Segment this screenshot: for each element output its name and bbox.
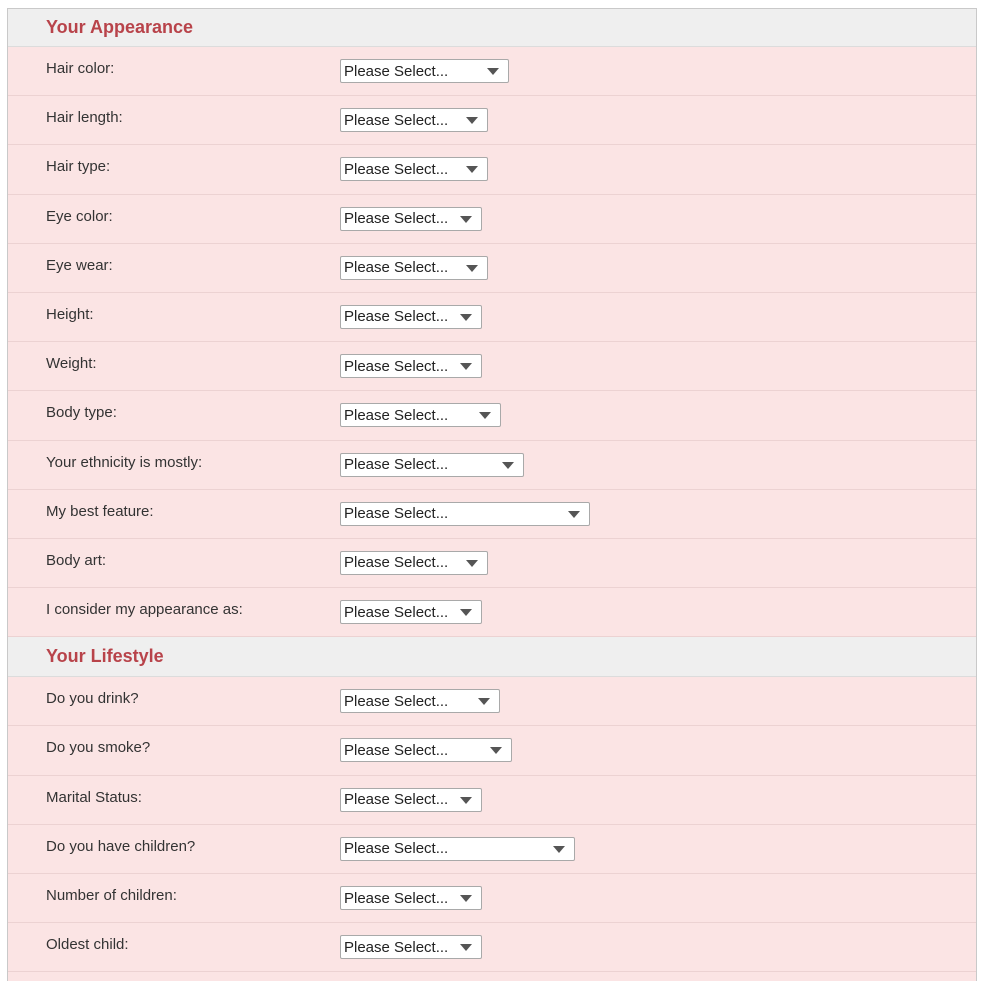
section-title: Your Appearance	[46, 17, 194, 37]
chevron-down-icon	[466, 265, 478, 272]
select-value: Please Select...	[344, 791, 449, 809]
ethnicity-select[interactable]	[340, 453, 524, 477]
field-label: Eye wear:	[46, 256, 113, 274]
select-value: Please Select...	[344, 308, 449, 326]
body-art-select[interactable]	[340, 551, 488, 575]
form-row-drink	[8, 677, 976, 726]
height-select[interactable]	[340, 305, 482, 329]
field-label: Hair color:	[46, 60, 115, 77]
form-row-height	[8, 293, 976, 342]
hair-length-select[interactable]	[340, 108, 488, 132]
field-label: Hair length:	[46, 109, 123, 127]
select-value: Please Select...	[344, 259, 449, 277]
form-row-body-type	[8, 391, 976, 440]
chevron-down-icon	[466, 560, 478, 567]
chevron-down-icon	[460, 797, 472, 804]
form-row-weight	[8, 342, 976, 391]
chevron-down-icon	[490, 747, 502, 754]
select-value: Please Select...	[344, 889, 449, 907]
form-row-smoke	[8, 726, 976, 775]
smoke-select[interactable]	[340, 738, 512, 762]
chevron-down-icon	[460, 314, 472, 321]
section-title: Your Lifestyle	[46, 646, 164, 667]
field-label: Oldest child:	[46, 936, 129, 954]
form-row-hair-length	[8, 96, 976, 145]
section-header-lifestyle	[8, 637, 976, 677]
field-label: Weight:	[46, 355, 97, 373]
form-row-marital-status	[8, 776, 976, 825]
field-label: Number of children:	[46, 887, 177, 904]
select-value: Please Select...	[344, 456, 449, 473]
hair-type-select[interactable]	[340, 157, 488, 181]
field-label: Eye color:	[46, 207, 113, 225]
form-row-body-art	[8, 539, 976, 588]
section-header-appearance	[8, 9, 976, 47]
eye-wear-select[interactable]	[340, 256, 488, 280]
select-value: Please Select...	[344, 111, 449, 129]
chevron-down-icon	[460, 895, 472, 902]
field-label: Hair type:	[46, 158, 111, 176]
chevron-down-icon	[478, 698, 490, 705]
select-value: Please Select...	[344, 357, 449, 375]
form-row-have-children	[8, 825, 976, 874]
select-value: Please Select...	[344, 840, 449, 858]
weight-select[interactable]	[340, 354, 482, 378]
oldest-child-select[interactable]	[340, 935, 482, 959]
chevron-down-icon	[553, 846, 565, 853]
profile-form-panel	[7, 8, 977, 981]
drink-select[interactable]	[340, 689, 500, 713]
form-row-number-of-children	[8, 874, 976, 923]
field-label: Do you drink?	[46, 690, 139, 708]
field-label: Do you have children?	[46, 837, 196, 855]
select-value: Please Select...	[344, 505, 449, 523]
field-label: Body type:	[46, 404, 117, 422]
hair-color-select[interactable]	[340, 59, 509, 83]
form-row-eye-color	[8, 195, 976, 244]
chevron-down-icon	[466, 117, 478, 124]
form-row-hair-color	[8, 47, 976, 96]
eye-color-select[interactable]	[340, 207, 482, 231]
chevron-down-icon	[460, 216, 472, 223]
field-label: Do you smoke?	[46, 739, 151, 757]
select-value: Please Select...	[344, 406, 449, 424]
select-value: Please Select...	[344, 603, 449, 621]
have-children-select[interactable]	[340, 837, 575, 861]
field-label: Your ethnicity is mostly:	[46, 453, 203, 471]
chevron-down-icon	[460, 944, 472, 951]
select-value: Please Select...	[344, 692, 449, 710]
body-type-select[interactable]	[340, 403, 501, 427]
best-feature-select[interactable]	[340, 502, 590, 526]
select-value: Please Select...	[344, 938, 449, 956]
form-row-oldest-child	[8, 923, 976, 972]
appearance-rating-select[interactable]	[340, 600, 482, 624]
chevron-down-icon	[466, 166, 478, 173]
select-value: Please Select...	[344, 62, 449, 80]
form-row-appearance-rating	[8, 588, 976, 637]
form-row-best-feature	[8, 490, 976, 539]
form-row-eye-wear	[8, 244, 976, 293]
field-label: I consider my appearance as:	[46, 601, 243, 619]
chevron-down-icon	[460, 363, 472, 370]
chevron-down-icon	[487, 68, 499, 75]
form-row-ethnicity	[8, 441, 976, 490]
field-label: Height:	[46, 305, 94, 323]
select-value: Please Select...	[344, 741, 449, 759]
select-value: Please Select...	[344, 160, 449, 178]
chevron-down-icon	[568, 511, 580, 518]
marital-status-select[interactable]	[340, 788, 482, 812]
field-label: My best feature:	[46, 502, 154, 520]
field-label: Marital Status:	[46, 788, 142, 806]
chevron-down-icon	[479, 412, 491, 419]
chevron-down-icon	[502, 462, 514, 469]
chevron-down-icon	[460, 609, 472, 616]
select-value: Please Select...	[344, 554, 449, 572]
field-label: Body art:	[46, 551, 107, 569]
number-of-children-select[interactable]	[340, 886, 482, 910]
form-row-hair-type	[8, 145, 976, 194]
select-value: Please Select...	[344, 210, 449, 228]
